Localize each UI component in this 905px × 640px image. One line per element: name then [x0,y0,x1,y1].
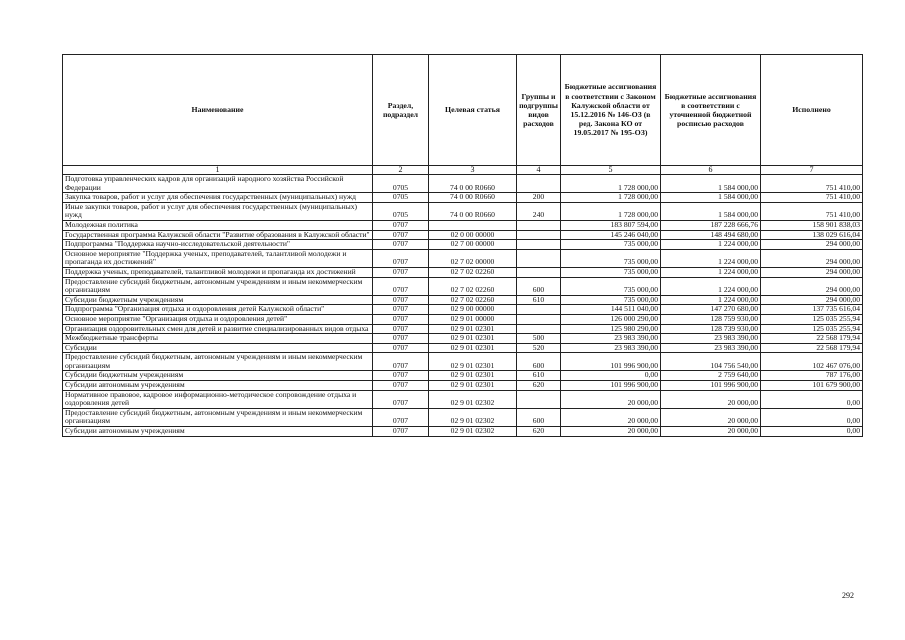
table-cell-group: 610 [517,371,561,381]
table-cell-executed: 158 901 838,03 [761,220,863,230]
table-cell-executed: 294 000,00 [761,295,863,305]
table-cell-approved: 20 000,00 [561,408,661,426]
table-cell-target: 74 0 00 R0660 [429,202,517,220]
table-cell-group [517,230,561,240]
table-cell-group: 600 [517,408,561,426]
table-cell-name: Предоставление субсидий бюджетным, автономным учреждениям и иным некоммерческим организациям [63,277,373,295]
table-cell-approved: 126 000 290,00 [561,314,661,324]
column-number: 2 [373,166,429,175]
header-section: Раздел, подраздел [373,55,429,166]
table-cell-section: 0707 [373,240,429,250]
table-cell-refined: 20 000,00 [661,390,761,408]
table-cell-refined: 1 224 000,00 [661,267,761,277]
table-cell-refined: 104 756 540,00 [661,353,761,371]
table-cell-group [517,314,561,324]
table-cell-executed: 138 029 616,04 [761,230,863,240]
column-number: 4 [517,166,561,175]
header-executed: Исполнено [761,55,863,166]
table-row [63,381,863,391]
table-cell-target: 02 9 01 00000 [429,314,517,324]
table-cell-section: 0707 [373,371,429,381]
table-row [63,220,863,230]
table-cell-name: Поддержка ученых, преподавателей, талантливой молодежи и пропаганда их достижений [63,267,373,277]
table-cell-approved: 1 728 000,00 [561,175,661,193]
table-row [63,427,863,437]
table-cell-name: Субсидии автономным учреждениям [63,381,373,391]
table-cell-name: Субсидии бюджетным учреждениям [63,295,373,305]
table-cell-target: 02 9 01 02301 [429,353,517,371]
table-row [63,408,863,426]
table-cell-executed: 0,00 [761,408,863,426]
table-cell-target [429,220,517,230]
table-cell-refined: 187 228 666,76 [661,220,761,230]
table-cell-group: 500 [517,334,561,344]
table-row [63,175,863,193]
table-cell-group [517,175,561,193]
table-cell-group [517,390,561,408]
table-cell-refined: 1 584 000,00 [661,202,761,220]
table-cell-executed: 294 000,00 [761,249,863,267]
table-cell-approved: 183 807 594,00 [561,220,661,230]
column-number: 3 [429,166,517,175]
table-cell-approved: 125 980 290,00 [561,324,661,334]
table-cell-refined: 128 759 930,00 [661,314,761,324]
table-cell-refined: 101 996 900,00 [661,381,761,391]
table-cell-executed: 0,00 [761,427,863,437]
table-cell-executed: 751 410,00 [761,202,863,220]
table-cell-section: 0707 [373,230,429,240]
table-cell-target: 02 9 01 02301 [429,371,517,381]
table-cell-approved: 101 996 900,00 [561,353,661,371]
table-cell-group [517,267,561,277]
table-cell-refined: 1 584 000,00 [661,193,761,203]
table-cell-approved: 1 728 000,00 [561,193,661,203]
table-cell-target: 02 9 01 02302 [429,390,517,408]
table-cell-target: 74 0 00 R0660 [429,193,517,203]
table-cell-section: 0707 [373,249,429,267]
table-cell-refined: 147 270 680,00 [661,305,761,315]
table-cell-name: Субсидии [63,343,373,353]
table-cell-section: 0707 [373,277,429,295]
table-cell-executed: 137 735 616,04 [761,305,863,315]
table-cell-group: 600 [517,277,561,295]
table-cell-section: 0707 [373,220,429,230]
table-row [63,314,863,324]
table-cell-name: Подпрограмма "Поддержка научно-исследовательской деятельности" [63,240,373,250]
table-row [63,202,863,220]
table-cell-target: 02 9 01 02301 [429,343,517,353]
table-cell-approved: 20 000,00 [561,427,661,437]
table-cell-approved: 101 996 900,00 [561,381,661,391]
table-cell-approved: 20 000,00 [561,390,661,408]
table-cell-name: Субсидии автономным учреждениям [63,427,373,437]
table-cell-group: 620 [517,381,561,391]
table-row [63,240,863,250]
budget-table-sheet [62,54,862,437]
table-cell-executed: 102 467 076,00 [761,353,863,371]
table-cell-approved: 144 511 040,00 [561,305,661,315]
table-cell-name: Субсидии бюджетным учреждениям [63,371,373,381]
table-cell-name: Государственная программа Калужской области "Развитие образования в Калужской области" [63,230,373,240]
table-row [63,249,863,267]
table-cell-refined: 20 000,00 [661,427,761,437]
table-cell-approved: 735 000,00 [561,277,661,295]
table-cell-target: 02 9 01 02301 [429,381,517,391]
table-cell-executed: 101 679 900,00 [761,381,863,391]
table-cell-target: 74 0 00 R0660 [429,175,517,193]
table-cell-target: 02 7 00 00000 [429,240,517,250]
table-cell-target: 02 9 00 00000 [429,305,517,315]
table-row [63,353,863,371]
table-cell-group: 200 [517,193,561,203]
table-cell-executed: 751 410,00 [761,193,863,203]
table-cell-refined: 1 224 000,00 [661,240,761,250]
table-row [63,305,863,315]
table-cell-refined: 1 584 000,00 [661,175,761,193]
table-cell-executed: 294 000,00 [761,277,863,295]
table-cell-executed: 294 000,00 [761,240,863,250]
table-cell-section: 0705 [373,193,429,203]
table-cell-target: 02 9 01 02301 [429,324,517,334]
table-cell-name: Организация оздоровительных смен для детей и развитие специализированных видов отдыха [63,324,373,334]
table-cell-target: 02 7 02 02260 [429,277,517,295]
table-cell-section: 0705 [373,175,429,193]
table-cell-refined: 2 759 640,00 [661,371,761,381]
table-cell-refined: 1 224 000,00 [661,295,761,305]
table-cell-name: Подпрограмма "Организация отдыха и оздоровления детей Калужской области" [63,305,373,315]
table-row [63,267,863,277]
table-cell-target: 02 0 00 00000 [429,230,517,240]
table-cell-approved: 735 000,00 [561,267,661,277]
table-cell-name: Подготовка управленческих кадров для организаций народного хозяйства Российской Федерации [63,175,373,193]
page-number: 292 [842,591,854,600]
table-cell-group: 520 [517,343,561,353]
table-cell-name: Предоставление субсидий бюджетным, автономным учреждениям и иным некоммерческим организациям [63,408,373,426]
table-cell-name: Иные закупки товаров, работ и услуг для обеспечения государственных (муниципальных) нужд [63,202,373,220]
column-number: 7 [761,166,863,175]
table-cell-executed: 787 176,00 [761,371,863,381]
column-number: 1 [63,166,373,175]
table-cell-executed: 125 035 255,94 [761,314,863,324]
table-cell-approved: 1 728 000,00 [561,202,661,220]
table-cell-group [517,220,561,230]
header-target: Целевая статья [429,55,517,166]
table-cell-section: 0705 [373,202,429,220]
table-cell-section: 0707 [373,390,429,408]
table-cell-approved: 23 983 390,00 [561,334,661,344]
table-cell-approved: 735 000,00 [561,295,661,305]
header-refined: Бюджетные ассигнования в соответствии с уточненной бюджетной росписью расходов [661,55,761,166]
table-cell-section: 0707 [373,427,429,437]
table-cell-section: 0707 [373,324,429,334]
table-row [63,193,863,203]
table-cell-section: 0707 [373,408,429,426]
table-cell-approved: 0,00 [561,371,661,381]
table-cell-approved: 145 246 040,00 [561,230,661,240]
table-cell-group [517,240,561,250]
table-cell-executed: 22 568 179,94 [761,334,863,344]
table-cell-group [517,305,561,315]
table-cell-approved: 23 983 390,00 [561,343,661,353]
header-row [63,55,863,166]
table-cell-target: 02 7 02 02260 [429,295,517,305]
table-cell-name: Межбюджетные трансферты [63,334,373,344]
table-cell-name: Молодежная политика [63,220,373,230]
table-cell-executed: 22 568 179,94 [761,343,863,353]
table-cell-target: 02 9 01 02302 [429,427,517,437]
table-cell-name: Нормативное правовое, кадровое информационно-методическое сопровождение отдыха и оздоровления детей [63,390,373,408]
table-cell-approved: 735 000,00 [561,240,661,250]
table-cell-target: 02 7 02 00000 [429,249,517,267]
table-cell-group: 610 [517,295,561,305]
table-cell-group: 600 [517,353,561,371]
header-groups: Группы и подгруппы видов расходов [517,55,561,166]
table-cell-target: 02 7 02 02260 [429,267,517,277]
table-cell-group: 620 [517,427,561,437]
table-cell-executed: 294 000,00 [761,267,863,277]
table-cell-refined: 128 739 930,00 [661,324,761,334]
column-number: 6 [661,166,761,175]
table-row [63,390,863,408]
table-body [63,175,863,437]
table-cell-name: Основное мероприятие "Организация отдыха и оздоровления детей" [63,314,373,324]
table-cell-executed: 0,00 [761,390,863,408]
table-cell-section: 0707 [373,381,429,391]
table-cell-target: 02 9 01 02302 [429,408,517,426]
table-row [63,334,863,344]
table-cell-section: 0707 [373,353,429,371]
table-cell-refined: 1 224 000,00 [661,277,761,295]
table-row [63,277,863,295]
table-cell-executed: 751 410,00 [761,175,863,193]
table-cell-refined: 23 983 390,00 [661,343,761,353]
budget-table [62,54,863,437]
table-cell-refined: 1 224 000,00 [661,249,761,267]
table-cell-name: Закупка товаров, работ и услуг для обеспечения государственных (муниципальных) нужд [63,193,373,203]
table-cell-refined: 148 494 680,00 [661,230,761,240]
table-cell-section: 0707 [373,295,429,305]
table-cell-approved: 735 000,00 [561,249,661,267]
table-cell-name: Основное мероприятие "Поддержка ученых, преподавателей, талантливой молодежи и пропаганда их достижений" [63,249,373,267]
header-approved: Бюджетные ассигнования в соответствии с Законом Калужской области от 15.12.2016 № 146-ОЗ (в ред. Закона КО от 19.05.2017 № 195-ОЗ) [561,55,661,166]
table-cell-section: 0707 [373,314,429,324]
table-cell-section: 0707 [373,305,429,315]
table-cell-name: Предоставление субсидий бюджетным, автономным учреждениям и иным некоммерческим организациям [63,353,373,371]
table-cell-refined: 20 000,00 [661,408,761,426]
table-cell-section: 0707 [373,334,429,344]
table-cell-group: 240 [517,202,561,220]
column-number: 5 [561,166,661,175]
table-cell-refined: 23 983 390,00 [661,334,761,344]
table-cell-executed: 125 035 255,94 [761,324,863,334]
table-cell-section: 0707 [373,267,429,277]
table-cell-target: 02 9 01 02301 [429,334,517,344]
header-name: Наименование [63,55,373,166]
table-cell-section: 0707 [373,343,429,353]
table-cell-group [517,249,561,267]
